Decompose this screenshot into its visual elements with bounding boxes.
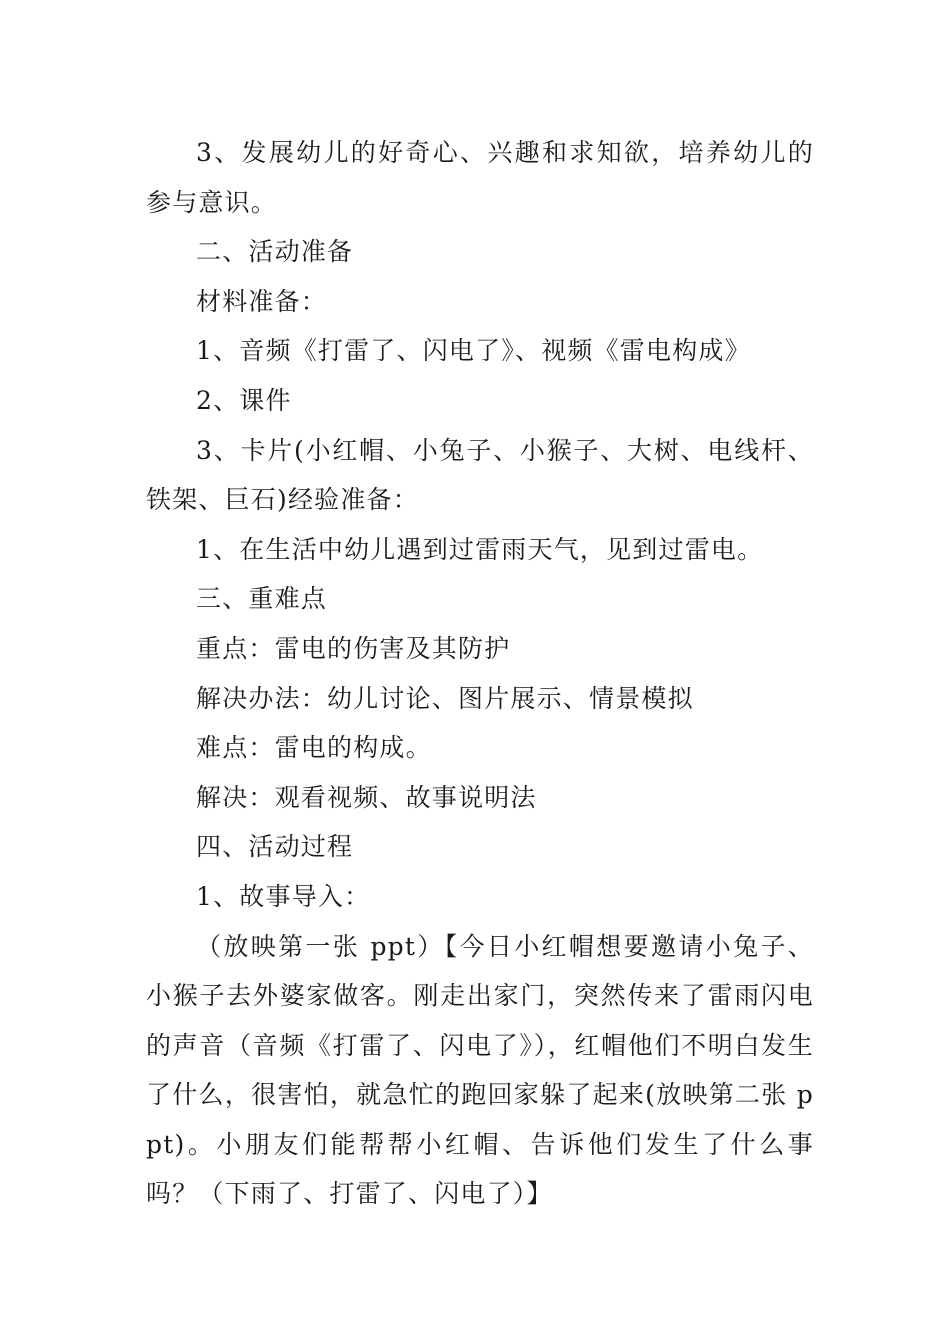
subheading-story-intro: 1、故事导入： — [196, 881, 371, 911]
paragraph-experience-1: 1、在生活中幼儿遇到过雷雨天气，见到过雷电。 — [196, 534, 764, 564]
paragraph-goal-3: 3、发展幼儿的好奇心、兴趣和求知欲，培养幼儿的参与意识。 — [146, 138, 814, 217]
paragraph-material-1: 1、音频《打雷了、闪电了》、视频《雷电构成》 — [196, 336, 751, 366]
paragraph-material-2: 2、课件 — [196, 385, 292, 415]
subheading-material-preparation: 材料准备： — [196, 286, 328, 316]
paragraph-difficult-point-solution: 解决：观看视频、故事说明法 — [196, 782, 537, 812]
paragraph-difficult-point: 难点：雷电的构成。 — [196, 733, 432, 763]
paragraph-key-point: 重点：雷电的伤害及其防护 — [196, 633, 511, 663]
paragraph-key-point-solution: 解决办法：幼儿讨论、图片展示、情景模拟 — [196, 683, 694, 713]
heading-key-difficult-points: 三、重难点 — [196, 584, 328, 614]
paragraph-material-3: 3、卡片(小红帽、小兔子、小猴子、大树、电线杆、铁架、巨石)经验准备： — [146, 435, 814, 515]
paragraph-story-text: （放映第一张 ppt）【今日小红帽想要邀请小兔子、小猴子去外婆家做客。刚走出家门，突然传来了雷雨闪电的声音（音频《打雷了、闪电了》），红帽他们不明白发生了什么，很害怕，就急忙的跑回家躲了起来(放映第二张 ppt)。小朋友们能帮帮小红帽、告诉他们发生了什么事吗？（下雨了、打雷了、闪电了）】 — [146, 931, 814, 1209]
document-body — [146, 128, 814, 1219]
heading-activity-preparation: 二、活动准备 — [196, 237, 354, 267]
heading-activity-process: 四、活动过程 — [196, 832, 354, 862]
